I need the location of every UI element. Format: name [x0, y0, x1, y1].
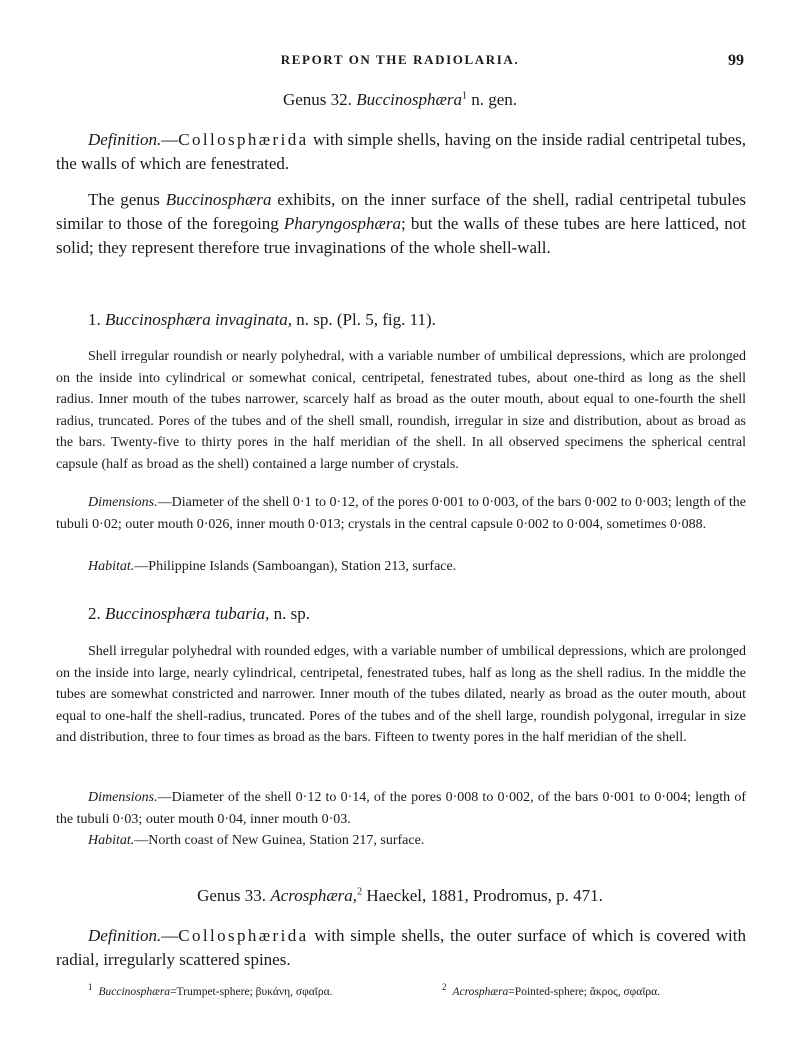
intro-text-2: exhibits, on the inner surface of the shell, radial centripetal tubules similar to those of the foregoing — [56, 190, 746, 233]
dimensions-label: Dimensions. — [88, 790, 158, 805]
footnote-marker: 2 — [442, 982, 447, 992]
genus-33-prefix: Genus 33. — [197, 886, 267, 905]
running-head: REPORT ON THE RADIOLARIA. — [280, 52, 520, 67]
genus-33-heading — [0, 886, 800, 906]
species-1-number: 1. — [88, 310, 101, 329]
definition-label: Definition. — [88, 130, 162, 149]
species-1-heading — [88, 310, 436, 330]
definition-text: with simple shells, having on the inside radial centripetal tubes, the walls of which are fenestrated. — [56, 130, 746, 173]
habitat-label: Habitat. — [88, 559, 135, 574]
genus-33-footnote-marker: 2 — [357, 886, 363, 898]
footnote-1 — [88, 982, 332, 998]
genus-33-name: Acrosphæra, — [270, 886, 358, 905]
footnote-marker: 1 — [88, 982, 93, 992]
genus-33-definition: Definition.—Collosphærida with simple shells, the outer surface of which is covered with radial, irregularly scattered spines. — [56, 926, 746, 969]
footnote-2 — [442, 982, 660, 998]
dimensions-label: Dimensions. — [88, 495, 158, 510]
species-2-dimensions: Dimensions.—Diameter of the shell 0·12 to 0·14, of the pores 0·008 to 0·002, of the bars 0·001 to 0·004; length of the tubuli 0·03; outer mouth 0·04, inner mouth 0·03. — [56, 790, 746, 827]
page-number: 99 — [728, 52, 744, 69]
habitat-label: Habitat. — [88, 833, 135, 848]
footnote-term: Acrosphæra — [452, 985, 509, 998]
definition-label: Definition. — [88, 926, 162, 945]
genus-32-definition: Definition.—Collosphærida with simple shells, having on the inside radial centripetal tubes, the walls of which are fenestrated. — [56, 130, 746, 173]
definition-family: Collosphærida — [178, 130, 309, 149]
species-2-name: Buccinosphæra tubaria, — [105, 604, 270, 623]
intro-genus-name: Buccinosphæra — [165, 190, 272, 209]
species-1-description: Shell irregular roundish or nearly polyhedral, with a variable number of umbilical depressions, which are prolonged on the inside into cylindrical or somewhat conical, centripetal, fenestrated tubes, about one-third as long as the shell radius. Inner mouth of the tubes narrower, scarcely half as broad as the outer mouth, about equal to one-fourth the shell radius, truncated. Pores of the tubes and of the shell small, roundish, irregular in size and distribution, about as broad as the bars. Twenty-five to thirty pores in the half meridian of the shell. In all observed specimens the spherical central capsule (half as broad as the shell) contained a large number of crystals. — [56, 349, 746, 472]
species-2-number: 2. — [88, 604, 101, 623]
species-2-habitat: Habitat.—North coast of New Guinea, Station 217, surface. — [88, 833, 425, 848]
species-1-habitat: Habitat.—Philippine Islands (Samboangan), Station 213, surface. — [88, 559, 457, 574]
habitat-text: North coast of New Guinea, Station 217, surface. — [148, 833, 425, 848]
dimensions-text: Diameter of the shell 0·1 to 0·12, of the pores 0·001 to 0·003, of the bars 0·002 to 0·003; length of the tubuli 0·02; outer mouth 0·026, inner mouth 0·013; crystals in the central capsule 0·002 to 0·004, sometimes 0·088. — [56, 495, 746, 532]
species-2-heading — [88, 604, 310, 624]
genus-32-prefix: Genus 32. — [282, 90, 352, 109]
intro-text-1: The genus — [88, 190, 166, 209]
species-1-suffix: n. sp. (Pl. 5, fig. 11). — [296, 310, 436, 329]
species-2-suffix: n. sp. — [273, 604, 310, 623]
genus-32-name: Buccinosphæra — [356, 90, 462, 109]
footnote-text: =Pointed-sphere; ἄκρος, σφαῖρα. — [508, 985, 661, 998]
intro-text-3: ; but the walls of these tubes are here latticed, not solid; they represent therefore true invaginations of the whole shell-wall. — [56, 214, 746, 257]
genus-32-heading — [0, 90, 800, 110]
genus-32-suffix: n. gen. — [471, 90, 518, 109]
species-2-description: Shell irregular polyhedral with rounded edges, with a variable number of umbilical depressions, which are prolonged on the inside into large, nearly cylindrical, centripetal, fenestrated tubes, half as long as the shell radius. In the middle the tubes are somewhat constricted and narrower. Inner mouth of the tubes dilated, nearly as broad as the outer mouth, about equal to one-half the shell-radius, truncated. Pores of the tubes and of the shell large, roundish polygonal, irregular in size and distribution, three to four times as broad as the bars. Fifteen to twenty pores in the half meridian of the shell. — [56, 644, 746, 745]
genus-32-footnote-marker: 1 — [461, 90, 467, 102]
genus-32-intro — [56, 188, 746, 260]
dimensions-text: Diameter of the shell 0·12 to 0·14, of the pores 0·008 to 0·002, of the bars 0·001 to 0·004; length of the tubuli 0·03; outer mouth 0·04, inner mouth 0·03. — [56, 790, 746, 827]
footnote-term: Buccinosphæra — [98, 985, 171, 998]
footnote-text: =Trumpet-sphere; βυκάνη, σφαῖρα. — [170, 985, 333, 998]
definition-family: Collosphærida — [178, 926, 309, 945]
intro-related-genus: Pharyngosphæra — [283, 214, 402, 233]
species-1-dimensions: Dimensions.—Diameter of the shell 0·1 to 0·12, of the pores 0·001 to 0·003, of the bars 0·002 to 0·003; length of the tubuli 0·02; outer mouth 0·026, inner mouth 0·013; crystals in the central capsule 0·002 to 0·004, sometimes 0·088. — [56, 495, 746, 532]
habitat-text: Philippine Islands (Samboangan), Station 213, surface. — [148, 559, 457, 574]
species-1-name: Buccinosphæra invaginata, — [105, 310, 292, 329]
genus-33-suffix: Haeckel, 1881, Prodromus, p. 471. — [366, 886, 603, 905]
definition-text: with simple shells, the outer surface of which is covered with radial, irregularly scattered spines. — [56, 926, 746, 969]
